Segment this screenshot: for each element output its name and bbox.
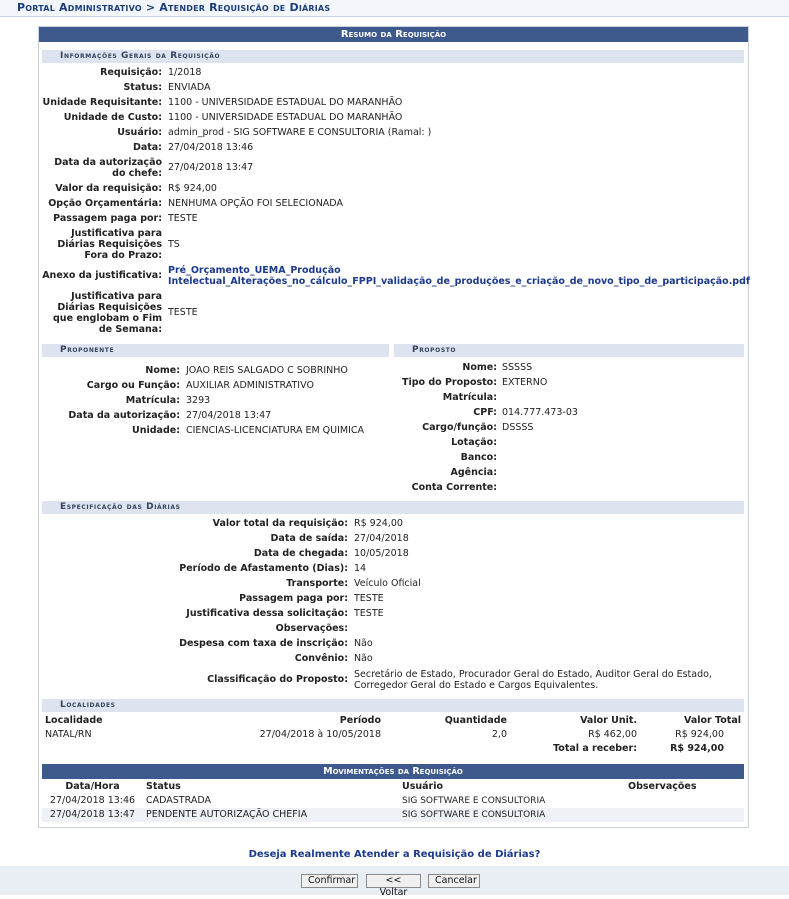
section-title-movimentacoes: Movimentações da Requisição	[42, 764, 744, 779]
button-bar	[0, 866, 789, 898]
section-title-especificacao: Especificação das Diárias	[42, 501, 744, 514]
total-value: R$ 924,00	[670, 743, 724, 754]
section-title-proposto: Proposto	[394, 344, 744, 357]
localidades-header-row: Localidade Período Quantidade Valor Unit. Valor Total	[45, 715, 741, 726]
localidades-table	[42, 714, 744, 756]
panel-title: Resumo da Requisição	[39, 27, 748, 42]
confirm-button[interactable]: Confirmar	[301, 874, 358, 888]
breadcrumb-text: Portal Administrativo > Atender Requisição de Diárias	[17, 1, 331, 14]
breadcrumb	[0, 0, 789, 17]
cancel-button[interactable]: Cancelar	[428, 874, 480, 888]
table-row: 27/04/2018 13:46 CADASTRADA SIG SOFTWARE E CONSULTORIA	[49, 795, 546, 806]
confirmation-question: Deseja Realmente Atender a Requisição de Diárias?	[248, 849, 541, 860]
attachment-link[interactable]: Pré_Orçamento_UEMA_Produção Intelectual_Alterações_no_cálculo_FPPI_validação_de_produções_e_criação_de_novo_tipo_de_participação.pdf	[168, 265, 751, 287]
movimentacoes-table	[42, 780, 744, 822]
total-label: Total a receber:	[553, 743, 637, 754]
section-title-gerais: Informações Gerais da Requisição	[42, 50, 744, 63]
section-title-proponente: Proponente	[42, 344, 389, 357]
movimentacoes-header-row: Data/Hora Status Usuário Observações	[65, 781, 697, 792]
back-button[interactable]: << Voltar	[366, 874, 421, 888]
summary-panel: Resumo da Requisição Informações Gerais da Requisição Requisição: 1/2018 Status: ENVIADA Unidade Requisitante: 1100 - UNIVERSIDADE ESTADUAL DO MARANHÃO Unidade de Custo: 1100 - UNIVERSIDADE ESTADUAL DO MARANHÃO Usuário: admin_prod - SIG SOFTWARE E CONSULTORIA (Ramal: ) Data: 27/04/2018 13:46 Data da autorização do chefe: 27/04/2018 13:47 Valor da requisição: R$ 924,00 Opção Orçamentária: NENHUMA OPÇÃO FOI SELECIONADA Passagem paga por: TESTE Justificativa para Diárias Requisições Fora do Prazo: TS Anexo da justificativa: Pré_Orçamento_UEMA_Produção Intelectual_Alterações_no_cálculo_FPPI_validação_de_produções_e_criação_de_novo_tipo_de_participação.pdf Justificativa para Diárias Requisições que englobam o Fim de Semana: TESTE Proponente Proposto Nome: JOAO REIS SALGADO C SOBRINHO Cargo ou Função: AUXILIAR ADMINISTRATIVO Matrícula: 3293 Data da autorização: 27/04/2018 13:47 Unidade: CIENCIAS-LICENCIATURA EM QUIMICA Nome: SSSSS Tipo do Proposto: EXTERNO Matrícula: CPF: 014.777.473-03 Cargo/função: DSSSS Lotação: Banco: Agência: Conta Corrente: Especificação das Diárias Valor total da requisição: R$ 924,00 Data de saída: 27/04/2018 Data de chegada: 10/05/2018 Período de Afastamento (Dias): 14 Transporte: Veículo Oficial Passagem paga por: TESTE Justificativa dessa solicitação: TESTE Observações: Despesa com taxa de inscrição: Não Convênio: Não Classificação do Proposto: Secretário de Estado, Procurador Geral do Estado, Auditor Geral do Estado, Corregedor Geral do Estado e Cargos Equivalentes. Localidades Localidade Período Quantidade Valor Unit. Valor Total NATAL/RN 27/04/2018 à 10/05/2018 2,0 R$ 462,00 R$ 924,00 Total a receber: R$ 924,00 Movimentações da Requisição Data/Hora Status Usuário Observações 27/04/2018 13:46 CADASTRADA SIG SOFTWARE E CONSULTORIA 27/04/2018 13:47 PENDENTE AUTORIZAÇÃO CHEFIA SIG SOFTWARE E CONSULTORIA	[38, 26, 749, 828]
table-row: 27/04/2018 13:47 PENDENTE AUTORIZAÇÃO CHEFIA SIG SOFTWARE E CONSULTORIA	[42, 808, 744, 822]
table-row: NATAL/RN 27/04/2018 à 10/05/2018 2,0 R$ 462,00 R$ 924,00	[45, 729, 724, 740]
section-title-localidades: Localidades	[42, 699, 744, 712]
localidades-total-row	[42, 742, 744, 756]
